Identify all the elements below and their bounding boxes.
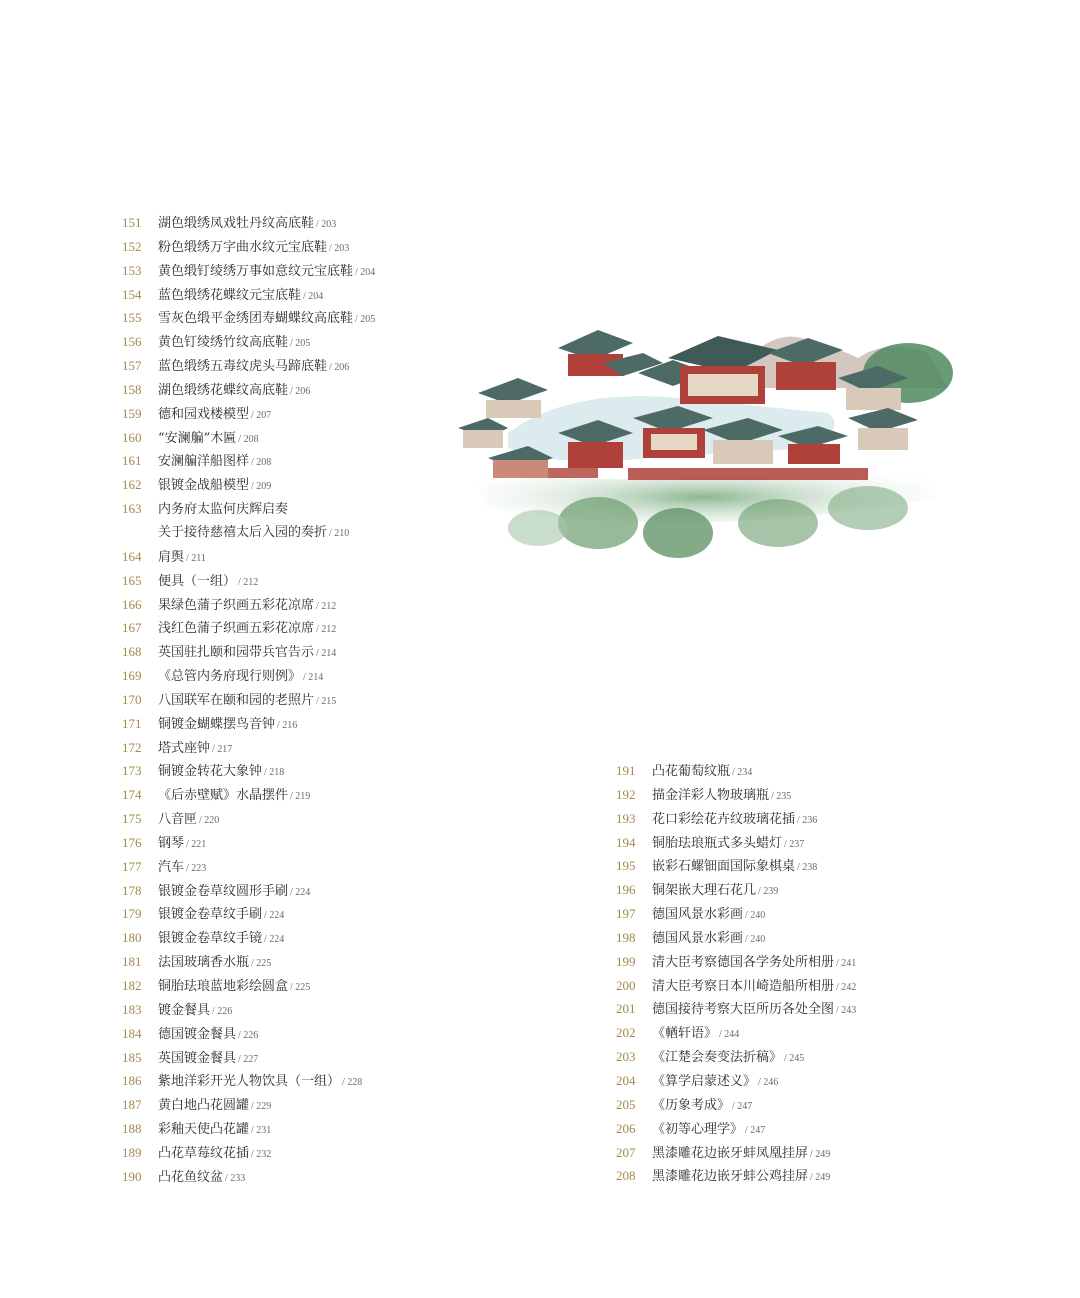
entry-title: 肩舆 — [158, 549, 185, 565]
entry-title: 湖色缎绣凤戏牡丹纹高底鞋 — [158, 216, 315, 231]
entry-page-number: / 226 — [238, 1029, 259, 1041]
entry-page-number: / 210 — [329, 527, 350, 539]
entry-number: 173 — [122, 763, 142, 779]
entry-page-number: / 226 — [212, 1005, 233, 1017]
entry-number: 180 — [122, 930, 142, 946]
entry-page-number: / 245 — [784, 1053, 805, 1065]
toc-entry — [122, 1141, 452, 1165]
entry-page-number: / 228 — [342, 1077, 363, 1089]
entry-page-number: / 205 — [355, 314, 376, 326]
toc-entry — [616, 1164, 946, 1188]
entry-number: 188 — [122, 1121, 142, 1137]
entry-page-number: / 224 — [290, 886, 311, 898]
entry-number: 193 — [616, 810, 636, 826]
entry-number: 196 — [616, 882, 636, 898]
entry-page-number: / 215 — [316, 695, 337, 707]
entry-title: 凸花鱼纹盆 — [158, 1169, 224, 1185]
entry-number: 187 — [122, 1097, 142, 1113]
entry-title: 便具（一组） — [158, 573, 237, 589]
entry-page-number: / 244 — [719, 1029, 740, 1041]
entry-title: 清大臣考察日本川崎造船所相册 — [652, 978, 835, 994]
entry-page-number: / 219 — [290, 791, 311, 803]
entry-number: 190 — [122, 1168, 142, 1184]
entry-title: 紫地洋彩开光人物饮具（一组） — [158, 1074, 341, 1090]
entry-number: 189 — [122, 1144, 142, 1160]
toc-entry — [616, 1021, 946, 1045]
entry-title: 《輶轩语》 — [652, 1026, 718, 1042]
entry-page-number: / 249 — [810, 1172, 831, 1184]
toc-entry — [122, 926, 452, 950]
toc-entry — [122, 402, 452, 426]
entry-page-number: / 214 — [303, 672, 324, 684]
entry-title: 凸花草莓纹花插 — [158, 1145, 250, 1161]
entry-page-number: / 223 — [186, 862, 207, 874]
entry-page-number: / 212 — [316, 624, 337, 636]
toc-entry — [122, 664, 452, 688]
entry-number: 165 — [122, 572, 142, 588]
entry-page-number: / 233 — [225, 1172, 246, 1184]
entry-page-number: / 247 — [732, 1100, 753, 1112]
entry-title: 银镀金卷草纹圆形手刷 — [158, 883, 289, 899]
entry-title: 铜镀金蝴蝶摆鸟音钟 — [158, 716, 276, 732]
entry-number: 191 — [616, 763, 636, 778]
toc-entry — [122, 616, 452, 640]
entry-page-number: / 231 — [251, 1125, 272, 1137]
entry-page-number: / 236 — [797, 814, 818, 826]
toc-entry — [122, 330, 452, 354]
entry-title: 钢琴 — [158, 835, 185, 851]
entry-title: 关于接待慈禧太后入园的奏折 — [158, 524, 328, 540]
entry-page-number: / 225 — [290, 982, 311, 993]
entry-page-number: / 216 — [277, 719, 298, 731]
entry-number: 167 — [122, 620, 142, 636]
toc-entry — [616, 1093, 946, 1117]
entry-number: 206 — [616, 1120, 636, 1136]
entry-title: 黄白地凸花圆罐 — [158, 1098, 250, 1114]
toc-entry — [616, 1117, 946, 1141]
entry-title: 彩釉天使凸花罐 — [158, 1122, 250, 1138]
toc-entry — [122, 998, 452, 1022]
entry-page-number: / 247 — [745, 1124, 766, 1136]
toc-entry — [616, 1045, 946, 1069]
entry-title: 黄色缎钉绫绣万事如意纹元宝底鞋 — [158, 263, 354, 279]
entry-page-number: / 225 — [251, 958, 272, 970]
entry-number: 184 — [122, 1025, 142, 1041]
entry-title: 德国接待考察大臣所历各处全图 — [652, 1002, 835, 1018]
entry-title: 英国驻扎颐和园带兵官告示 — [158, 645, 315, 661]
entry-title: 德国镀金餐具 — [158, 1026, 237, 1042]
entry-page-number: / 240 — [745, 910, 766, 922]
toc-entry — [616, 1141, 946, 1165]
entry-page-number: / 249 — [810, 1148, 831, 1160]
entry-page-number: / 207 — [251, 409, 272, 421]
toc-entry — [122, 569, 452, 593]
entry-page-number: / 218 — [264, 767, 285, 779]
red-wall — [628, 468, 868, 480]
entry-title: 银镀金卷草纹手刷 — [158, 907, 263, 923]
entry-number: 169 — [122, 668, 142, 684]
toc-entry — [122, 688, 452, 712]
entry-title: 内务府太监何庆辉启奏 — [158, 502, 289, 518]
entry-title: 黑漆雕花边嵌牙蚌凤凰挂屏 — [652, 1145, 809, 1161]
toc-entry — [122, 593, 452, 617]
toc-entry — [122, 1046, 452, 1070]
toc-entry — [122, 235, 452, 259]
toc-entry — [616, 926, 946, 950]
entry-number: 151 — [122, 215, 142, 230]
toc-entry — [122, 783, 452, 807]
entry-number: 174 — [122, 787, 142, 803]
entry-page-number: / 203 — [316, 219, 337, 230]
entry-page-number: / 220 — [199, 815, 220, 827]
toc-entry — [122, 1069, 452, 1093]
toc-entry — [122, 521, 452, 545]
entry-number: 181 — [122, 954, 142, 970]
entry-page-number: / 208 — [251, 457, 272, 469]
entry-title: 铜架嵌大理石花几 — [652, 883, 757, 899]
toc-entry — [122, 902, 452, 926]
entry-number: 164 — [122, 548, 142, 564]
entry-number: 204 — [616, 1072, 636, 1088]
entry-title: 英国镀金餐具 — [158, 1050, 237, 1066]
toc-entry — [122, 640, 452, 664]
entry-title: 蓝色缎绣五毒纹虎头马蹄底鞋 — [158, 359, 328, 375]
toc-entry — [122, 1117, 452, 1141]
toc-entry — [122, 378, 452, 402]
toc-entry — [122, 736, 452, 760]
entry-page-number: / 239 — [758, 886, 779, 898]
entry-title: 粉色缎绣万字曲水纹元宝底鞋 — [158, 239, 328, 255]
entry-number: 182 — [122, 978, 142, 993]
entry-page-number: / 217 — [212, 743, 233, 755]
toc-entry — [122, 473, 452, 497]
toc-entry — [122, 1093, 452, 1117]
entry-title: “安澜艑”木匾 — [158, 430, 237, 446]
entry-number: 170 — [122, 691, 142, 707]
entry-page-number: / 235 — [771, 790, 792, 802]
toc-entry — [122, 831, 452, 855]
entry-title: 安澜艑洋船图样 — [158, 454, 250, 470]
entry-number: 177 — [122, 858, 142, 874]
toc-entry — [616, 783, 946, 807]
entry-title: 《初等心理学》 — [652, 1121, 744, 1137]
entry-title: 银镀金战船模型 — [158, 478, 250, 494]
toc-entry — [616, 950, 946, 974]
entry-title: 果绿色蒲子织画五彩花凉席 — [158, 597, 315, 613]
toc-entry — [616, 878, 946, 902]
toc-entry — [122, 1022, 452, 1046]
entry-number: 208 — [616, 1168, 636, 1184]
toc-entry — [122, 211, 452, 235]
entry-number: 197 — [616, 906, 636, 922]
entry-title: 塔式座钟 — [158, 740, 211, 756]
entry-number: 195 — [616, 858, 636, 874]
toc-entry — [122, 855, 452, 879]
toc-entry — [616, 902, 946, 926]
entry-title: 黄色钉绫绣竹纹高底鞋 — [158, 335, 289, 351]
entry-number: 171 — [122, 715, 142, 731]
entry-title: 银镀金卷草纹手镜 — [158, 931, 263, 947]
entry-number: 176 — [122, 834, 142, 850]
entry-number: 154 — [122, 286, 142, 302]
entry-number: 179 — [122, 906, 142, 922]
toc-entry — [616, 1069, 946, 1093]
toc-entry — [122, 545, 452, 569]
entry-page-number: / 234 — [732, 767, 753, 778]
entry-page-number: / 211 — [186, 552, 206, 564]
entry-page-number: / 205 — [290, 338, 311, 350]
entry-title: 描金洋彩人物玻璃瓶 — [652, 787, 770, 803]
entry-title: 凸花葡萄纹瓶 — [652, 764, 731, 779]
toc-entry — [616, 831, 946, 855]
toc-entry — [122, 807, 452, 831]
toc-entry — [122, 759, 452, 783]
entry-number: 194 — [616, 834, 636, 850]
toc-entry — [122, 449, 452, 473]
entry-page-number: / 227 — [238, 1053, 259, 1065]
entry-page-number: / 206 — [329, 362, 350, 374]
entry-page-number: / 229 — [251, 1101, 272, 1113]
toc-entry — [616, 759, 946, 783]
entry-page-number: / 206 — [290, 385, 311, 397]
entry-page-number: / 241 — [836, 957, 857, 969]
entry-title: 浅红色蒲子织画五彩花凉席 — [158, 621, 315, 637]
entry-page-number: / 238 — [797, 862, 818, 874]
entry-title: 八国联军在颐和园的老照片 — [158, 692, 315, 708]
entry-number: 163 — [122, 501, 142, 517]
toc-entry — [616, 807, 946, 831]
entry-title: 花口彩绘花卉纹玻璃花插 — [652, 811, 796, 827]
toc-entry — [122, 497, 452, 521]
entry-number: 178 — [122, 882, 142, 898]
entry-title: 《算学启蒙述义》 — [652, 1073, 757, 1089]
entry-number: 157 — [122, 358, 142, 374]
entry-page-number: / 204 — [303, 290, 324, 302]
entry-title: 八音匣 — [158, 812, 198, 828]
entry-number: 162 — [122, 477, 142, 493]
entry-title: 铜镀金转花大象钟 — [158, 764, 263, 780]
entry-page-number: / 203 — [329, 242, 350, 254]
entry-number: 168 — [122, 644, 142, 660]
entry-number: 152 — [122, 238, 142, 254]
entry-page-number: / 224 — [264, 910, 285, 922]
entry-number: 153 — [122, 262, 142, 278]
entry-page-number: / 246 — [758, 1076, 779, 1088]
entry-number: 186 — [122, 1073, 142, 1089]
toc-entry — [122, 354, 452, 378]
entry-title: 黑漆雕花边嵌牙蚌公鸡挂屏 — [652, 1169, 809, 1185]
entry-number: 166 — [122, 596, 142, 612]
entry-title: 雪灰色缎平金绣团寿蝴蝶纹高底鞋 — [158, 311, 354, 327]
entry-number: 201 — [616, 1001, 636, 1017]
entry-number: 205 — [616, 1096, 636, 1112]
toc-left-column — [122, 211, 452, 1189]
entry-page-number: / 243 — [836, 1005, 857, 1017]
toc-entry — [122, 974, 452, 998]
entry-title: 铜胎珐琅蓝地彩绘圆盒 — [158, 979, 289, 994]
entry-title: 铜胎珐琅瓶式多头蜡灯 — [652, 835, 783, 851]
palace-garden-illustration — [448, 318, 958, 566]
entry-page-number: / 232 — [251, 1148, 272, 1160]
entry-number: 155 — [122, 310, 142, 326]
entry-page-number: / 212 — [316, 600, 337, 612]
entry-number: 199 — [616, 953, 636, 969]
entry-title: 清大臣考察德国各学务处所相册 — [652, 954, 835, 970]
entry-number: 185 — [122, 1049, 142, 1065]
toc-entry — [616, 854, 946, 878]
entry-title: 蓝色缎绣花蝶纹元宝底鞋 — [158, 287, 302, 303]
entry-page-number: / 204 — [355, 266, 376, 278]
entry-number: 175 — [122, 811, 142, 827]
entry-title: 镀金餐具 — [158, 1002, 211, 1018]
entry-page-number: / 240 — [745, 933, 766, 945]
entry-number: 207 — [616, 1144, 636, 1160]
entry-number: 172 — [122, 739, 142, 755]
entry-page-number: / 209 — [251, 481, 272, 493]
toc-entry — [122, 426, 452, 450]
entry-title: 法国玻璃香水瓶 — [158, 955, 250, 971]
entry-number: 198 — [616, 929, 636, 945]
toc-right-column — [616, 759, 946, 1188]
entry-title: 《后赤壁赋》水晶摆件 — [158, 788, 289, 804]
entry-title: 《江楚会奏变法折稿》 — [652, 1050, 783, 1066]
entry-page-number: / 224 — [264, 934, 285, 946]
main-hall — [668, 336, 908, 410]
toc-entry — [122, 712, 452, 736]
entry-page-number: / 237 — [784, 838, 805, 850]
entry-number: 203 — [616, 1049, 636, 1065]
toc-entry — [122, 879, 452, 903]
entry-title: 德国风景水彩画 — [652, 907, 744, 923]
entry-number: 156 — [122, 334, 142, 350]
toc-entry — [616, 974, 946, 998]
toc-entry — [616, 997, 946, 1021]
entry-number: 160 — [122, 429, 142, 445]
entry-number: 202 — [616, 1025, 636, 1041]
toc-entry — [122, 259, 452, 283]
entry-number: 158 — [122, 381, 142, 397]
toc-entry — [122, 306, 452, 330]
entry-number: 200 — [616, 977, 636, 993]
toc-entry — [122, 283, 452, 307]
entry-title: 《历象考成》 — [652, 1097, 731, 1113]
entry-number: 192 — [616, 786, 636, 802]
entry-page-number: / 221 — [186, 838, 207, 850]
entry-title: 湖色缎绣花蝶纹高底鞋 — [158, 382, 289, 398]
entry-title: 嵌彩石螺钿面国际象棋桌 — [652, 859, 796, 875]
entry-title: 德国风景水彩画 — [652, 930, 744, 946]
entry-page-number: / 242 — [836, 981, 857, 993]
entry-page-number: / 208 — [238, 433, 259, 445]
toc-entry — [122, 950, 452, 974]
entry-title: 汽车 — [158, 859, 185, 875]
entry-number: 161 — [122, 453, 142, 469]
entry-title: 德和园戏楼模型 — [158, 406, 250, 422]
entry-page-number: / 212 — [238, 576, 259, 588]
entry-page-number: / 214 — [316, 648, 337, 660]
entry-number: 159 — [122, 405, 142, 421]
entry-number: 183 — [122, 1001, 142, 1017]
entry-title: 《总管内务府现行则例》 — [158, 669, 302, 685]
toc-entry — [122, 1165, 452, 1189]
